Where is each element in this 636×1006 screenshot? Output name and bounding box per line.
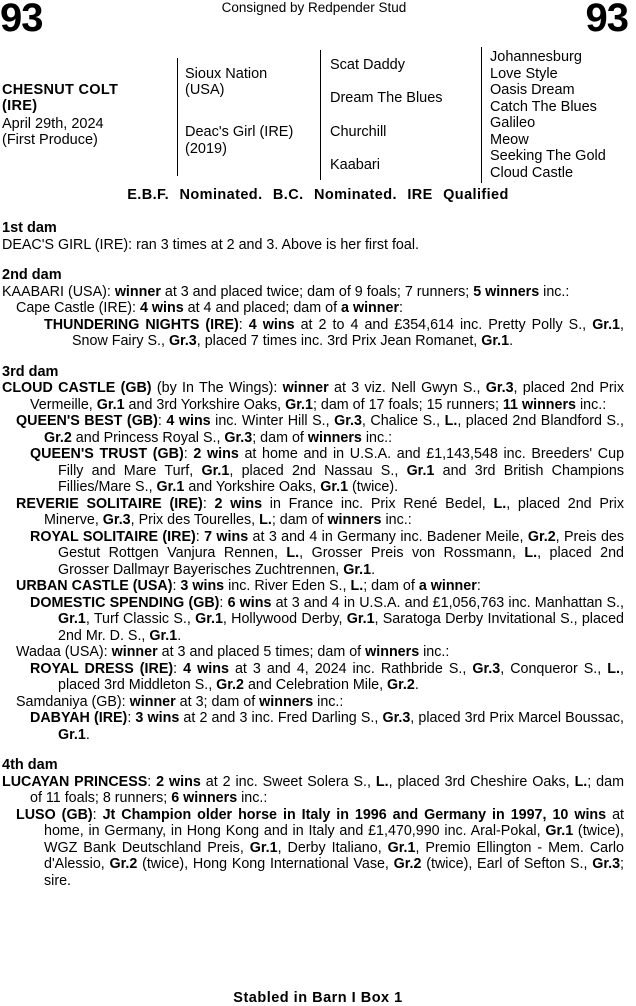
foaled-date: April 29th, 2024 — [2, 116, 104, 132]
horse-info — [2, 116, 104, 148]
ggp-4: Catch The Blues — [490, 98, 597, 115]
stabling-footer: Stabled in Barn I Box 1 — [233, 990, 403, 1006]
lot-number-left: 93 — [0, 0, 43, 40]
entry-queens-best: QUEEN'S BEST (GB): 4 wins inc. Winter Hill S., Gr.3, Chalice S., L., placed 2nd Blandford S., Gr.2 and Princess Royal S., Gr.3; dam of winners inc.: — [16, 413, 624, 446]
entry-domestic-spending: DOMESTIC SPENDING (GB): 6 wins at 3 and 4 in U.S.A. and £1,056,763 inc. Manhattan S., Gr.1, Turf Classic S., Gr.1, Hollywood Derby, Gr.1, Saratoga Derby Invitational S., placed 2nd Mr. D. S., Gr.1. — [30, 594, 625, 644]
lot-number-right: 93 — [585, 0, 628, 40]
entry-kaabari: KAABARI (USA): winner at 3 and placed twice; dam of 9 foals; 7 runners; 5 winners inc.: — [2, 283, 570, 300]
entry-thundering-nights: THUNDERING NIGHTS (IRE): 4 wins at 2 to 4 and £354,614 inc. Pretty Polly S., Gr.1, Snow Fairy S., Gr.3, placed 7 times inc. 3rd Prix Jean Romanet, Gr.1. — [44, 316, 624, 349]
entry-urban-castle: URBAN CASTLE (USA): 3 wins inc. River Eden S., L.; dam of a winner: — [16, 578, 481, 594]
nominations: E.B.F. Nominated. B.C. Nominated. IRE Qualified — [127, 187, 509, 203]
entry-luso: LUSO (GB): Jt Champion older horse in Italy in 1996 and Germany in 1997, 10 wins at home, in Germany, in Hong Kong and in Italy and £1,470,990 inc. Aral-Pokal, Gr.1 (twice), WGZ Bank Deutschland Preis, Gr.1, Derby Italiano, Gr.1, Premio Ellington - Mem. Carlo d'Alessio, Gr.2 (twice), Hong Kong International Vase, Gr.2 (twice), Earl of Sefton S., Gr.3; sire. — [16, 806, 625, 889]
entry-cape-castle: Cape Castle (IRE): 4 wins at 4 and placed; dam of a winner: — [16, 300, 404, 316]
entry-queens-trust: QUEEN'S TRUST (GB): 2 wins at home and in U.S.A. and £1,143,548 inc. Breeders' Cup Filly and Mare Turf, Gr.1, placed 2nd Nassau S., Gr.1 and 3rd British Champions Fillies/Mare S., Gr.1 and Yorkshire Oaks, Gr.1 (twice). — [30, 446, 625, 495]
ggp-1: Johannesburg — [490, 49, 582, 65]
entry-wadaa: Wadaa (USA): winner at 3 and placed 5 times; dam of winners inc.: — [16, 644, 450, 660]
entry-lucayan-princess: LUCAYAN PRINCESS: 2 wins at 2 inc. Sweet Solera S., L., placed 3rd Cheshire Oaks, L.; dam of 11 foals; 8 runners; 6 winners inc.: — [2, 773, 624, 806]
dam-sire: Churchill — [330, 124, 387, 140]
entry-cloud-castle: CLOUD CASTLE (GB) (by In The Wings): winner at 3 viz. Nell Gwyn S., Gr.3, placed 2nd Prix Vermeille, Gr.1 and 3rd Yorkshire Oaks, Gr.1; dam of 17 foals; 15 runners; 11 winners inc.: — [2, 380, 624, 413]
sire-origin: (USA) — [185, 82, 225, 98]
entry-reverie-solitaire: REVERIE SOLITAIRE (IRE): 2 wins in France inc. Prix René Bedel, L., placed 2nd Prix Minerve, Gr.3, Prix des Tourelles, L.; dam of winners inc.: — [16, 495, 625, 528]
entry-royal-dress: ROYAL DRESS (IRE): 4 wins at 3 and 4, 2024 inc. Rathbride S., Gr.3, Conqueror S., L., placed 3rd Middleton S., Gr.2 and Celebration Mile, Gr.2. — [30, 660, 624, 693]
dam-dam: Kaabari — [330, 157, 380, 173]
ggp-2: Love Style — [490, 65, 558, 82]
ggp-7: Seeking The Gold — [490, 148, 606, 164]
entry-samdaniya: Samdaniya (GB): winner at 3; dam of winners inc.: — [16, 693, 344, 710]
consignor: Consigned by Redpender Stud — [221, 0, 407, 15]
first-dam-text: DEAC'S GIRL (IRE): ran 3 times at 2 and 3. Above is her first foal. — [2, 236, 419, 253]
pedigree-line-1 — [177, 58, 178, 176]
dam-year: (2019) — [185, 141, 227, 157]
ggp-6: Meow — [490, 131, 529, 148]
entry-dabyah: DABYAH (IRE): 3 wins at 2 and 3 inc. Fred Darling S., Gr.3, placed 3rd Prix Marcel Boussac, Gr.1. — [30, 710, 624, 743]
fourth-dam-title: 4th dam — [2, 757, 58, 773]
sire: Sioux Nation — [185, 66, 268, 82]
horse-name-block — [2, 82, 118, 114]
catalogue-body — [2, 220, 624, 889]
pedigree-line-3 — [481, 47, 482, 183]
sire-sire: Scat Daddy — [330, 57, 405, 73]
ggp-3: Oasis Dream — [490, 82, 575, 98]
dam: Deac's Girl (IRE) — [185, 124, 294, 140]
horse-origin: (IRE) — [2, 98, 38, 114]
sire-dam: Dream The Blues — [330, 90, 443, 106]
entry-royal-solitaire: ROYAL SOLITAIRE (IRE): 7 wins at 3 and 4 in Germany inc. Badener Meile, Gr.2, Preis des Gestut Rottgen Vanjura Rennen, L., Grosser Preis von Rossmann, L., placed 2nd Grosser Dallmayr Bayerisches Zuchtrennen, Gr.1. — [30, 528, 624, 578]
ggp-8: Cloud Castle — [490, 164, 574, 181]
first-dam-title: 1st dam — [2, 220, 57, 236]
pedigree-line-2 — [320, 50, 321, 180]
second-dam-title: 2nd dam — [2, 267, 62, 283]
ggp-5: Galileo — [490, 115, 536, 131]
horse-name: CHESNUT COLT — [2, 82, 119, 98]
produce-note: (First Produce) — [2, 132, 98, 148]
third-dam-title: 3rd dam — [2, 363, 59, 380]
